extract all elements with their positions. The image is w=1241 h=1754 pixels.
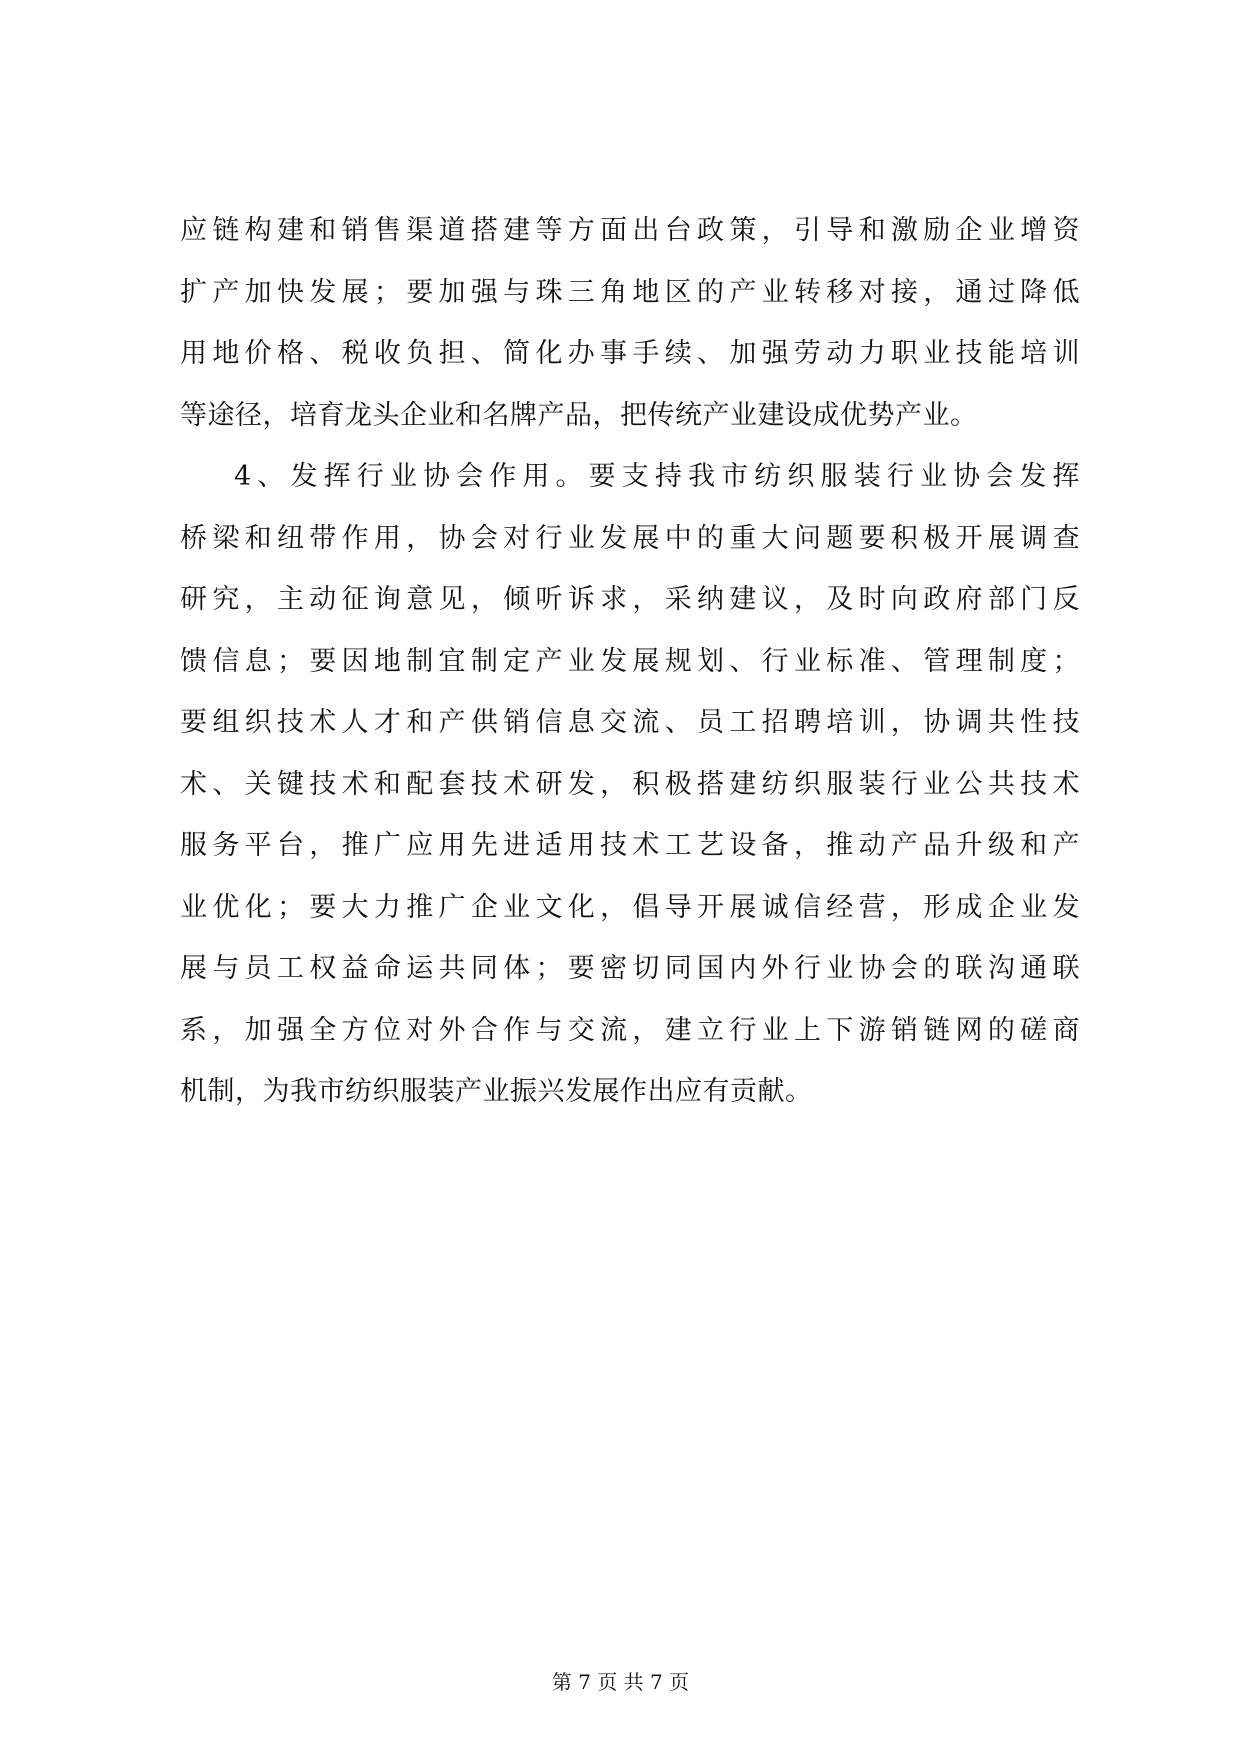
text-line: 应链构建和销售渠道搭建等方面出台政策，引导和激励企业增资	[180, 215, 1080, 246]
text-line: 服务平台，推广应用先进适用技术工艺设备，推动产品升级和产	[180, 830, 1080, 861]
text-line: 业优化；要大力推广企业文化，倡导开展诚信经营，形成企业发	[180, 891, 1080, 923]
text-line: 等途径，培育龙头企业和名牌产品，把传统产业建设成优势产业。	[180, 399, 978, 431]
paragraph-heading-line: 4、发挥行业协会作用。要支持我市纺织服装行业协会发挥	[234, 461, 1080, 492]
text-line: 研究，主动征询意见，倾听诉求，采纳建议，及时向政府部门反	[180, 584, 1080, 615]
body-text	[180, 200, 1080, 1123]
page-footer: 第 7 页 共 7 页	[551, 1670, 690, 1694]
text-line: 术、关键技术和配套技术研发，积极搭建纺织服装行业公共技术	[180, 768, 1080, 800]
text-line: 扩产加快发展；要加强与珠三角地区的产业转移对接，通过降低	[180, 276, 1080, 308]
text-line: 系，加强全方位对外合作与交流，建立行业上下游销链网的磋商	[180, 1014, 1080, 1046]
text-line: 展与员工权益命运共同体；要密切同国内外行业协会的联沟通联	[180, 953, 1080, 984]
text-line: 用地价格、税收负担、简化办事手续、加强劳动力职业技能培训	[180, 338, 1080, 369]
text-line: 馈信息；要因地制宜制定产业发展规划、行业标准、管理制度；	[180, 645, 1080, 677]
text-line: 要组织技术人才和产供销信息交流、员工招聘培训，协调共性技	[180, 707, 1080, 738]
text-line: 机制，为我市纺织服装产业振兴发展作出应有贡献。	[180, 1076, 813, 1107]
text-line: 桥梁和纽带作用，协会对行业发展中的重大问题要积极开展调查	[180, 522, 1080, 554]
